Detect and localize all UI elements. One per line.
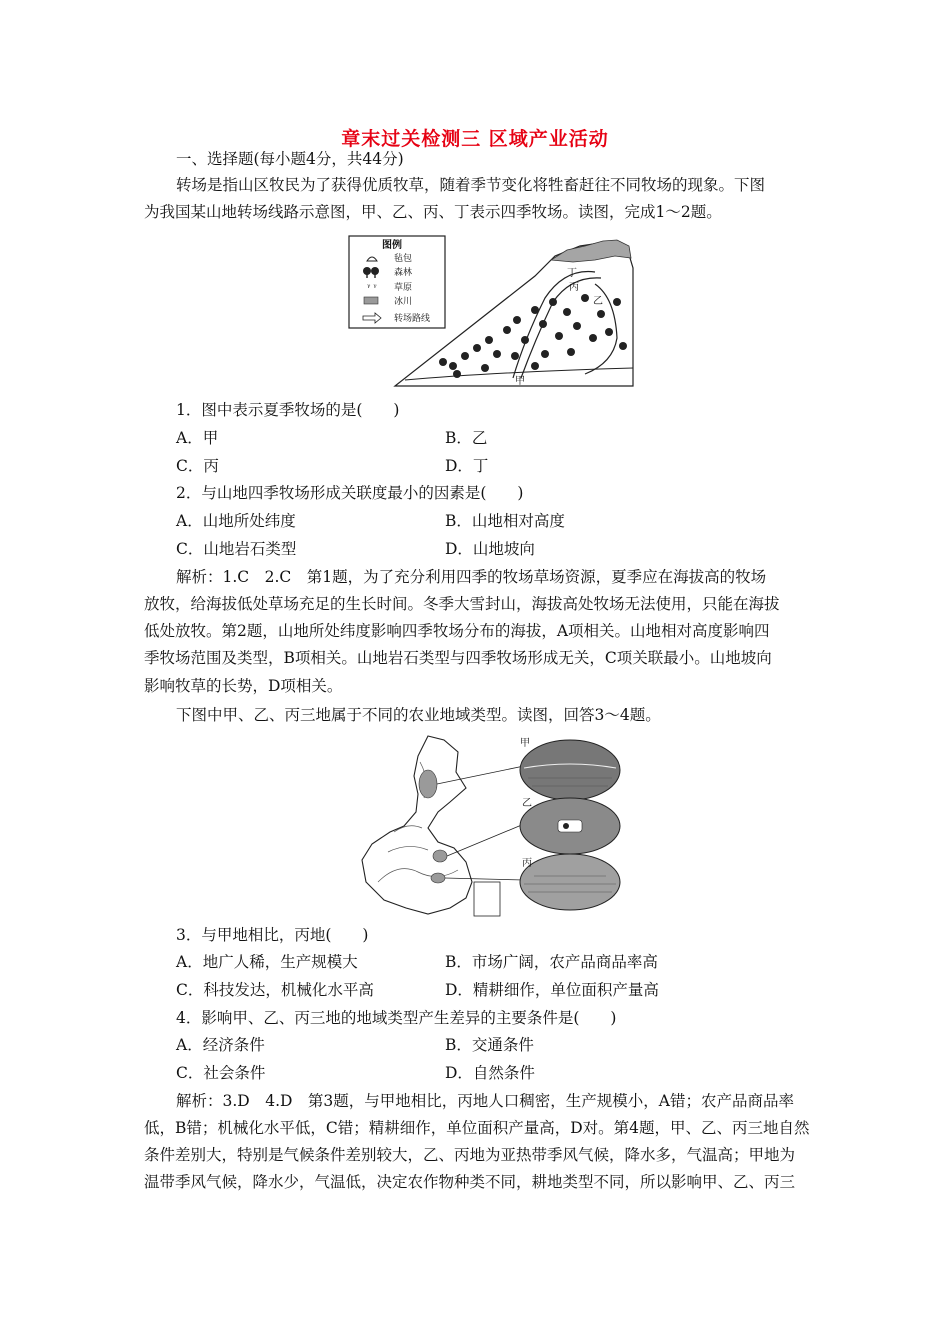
q4-option-d: D．自然条件 [445, 1064, 535, 1082]
analysis1-line-5: 影响牧草的长势，D项相关。 [144, 677, 343, 695]
q4-option-b: B．交通条件 [445, 1036, 534, 1054]
photo-yi [520, 798, 620, 854]
q1-option-c: C．丙 [176, 457, 219, 475]
q3-option-b: B．市场广阔，农产品商品率高 [445, 953, 658, 971]
q2-option-c: C．山地岩石类型 [176, 540, 297, 558]
analysis2-line-2: 低，B错；机械化水平低，C错；精耕细作，单位面积产量高，D对。第4题，甲、乙、丙三地自然 [144, 1119, 810, 1137]
page-title: 章末过关检测三 区域产业活动 [341, 128, 609, 150]
transhumance-route-figure [345, 228, 641, 388]
q1-stem: 1．图中表示夏季牧场的是( ) [176, 401, 400, 419]
south-sea-inset [474, 882, 500, 916]
q1-option-a: A．甲 [176, 429, 219, 447]
q4-option-c: C．社会条件 [176, 1064, 266, 1082]
label-bing: 丙 [569, 282, 579, 293]
legend-glacier-label: 冰川 [394, 297, 413, 307]
legend-grassland-label: 草原 [394, 283, 413, 293]
photo-bing [520, 854, 620, 910]
label-bing: 丙 [522, 858, 532, 869]
region-bing [431, 873, 445, 883]
label-jia: 甲 [520, 738, 530, 749]
label-jia: 甲 [515, 376, 525, 387]
label-yi: 乙 [522, 798, 532, 809]
q1-option-d: D．丁 [445, 457, 489, 475]
q3-option-a: A．地广人稀，生产规模大 [176, 953, 358, 971]
section-heading: 一、选择题(每小题4分，共44分) [176, 150, 404, 168]
q3-stem: 3．与甲地相比，丙地( ) [176, 926, 369, 944]
analysis2-line-4: 温带季风气候，降水少，气温低，决定农作物种类不同，耕地类型不同，所以影响甲、乙、丙三 [144, 1173, 796, 1191]
agriculture-regions-figure [358, 732, 628, 920]
analysis2-line-1: 解析：3.D 4.D 第3题，与甲地相比，丙地人口稠密，生产规模小，A错；农产品商品率 [176, 1092, 794, 1110]
q3-option-d: D．精耕细作，单位面积产量高 [445, 981, 659, 999]
grass-icon: ᵞ ᵞ [367, 283, 377, 293]
q2-stem: 2．与山地四季牧场形成关联度最小的因素是( ) [176, 484, 524, 502]
analysis1-line-4: 季牧场范围及类型，B项相关。山地岩石类型与四季牧场形成无关，C项关联最小。山地坡向 [144, 649, 772, 667]
analysis1-line-1: 解析：1.C 2.C 第1题，为了充分利用四季的牧场草场资源，夏季应在海拔高的牧场 [176, 568, 767, 586]
intro2: 下图中甲、乙、丙三地属于不同的农业地域类型。读图，回答3～4题。 [176, 706, 661, 724]
glacier-icon [364, 297, 378, 304]
q2-option-b: B．山地相对高度 [445, 512, 565, 530]
legend-forest-label: 森林 [394, 268, 413, 278]
china-map [362, 736, 524, 916]
q2-option-a: A．山地所处纬度 [176, 512, 296, 530]
region-yi [433, 850, 447, 862]
intro1-line-2: 为我国某山地转场线路示意图，甲、乙、丙、丁表示四季牧场。读图，完成1～2题。 [144, 203, 722, 221]
q4-option-a: A．经济条件 [176, 1036, 265, 1054]
label-ding: 丁 [567, 268, 577, 279]
label-yi: 乙 [593, 296, 603, 307]
intro1-line-1: 转场是指山区牧民为了获得优质牧草，随着季节变化将牲畜赶往不同牧场的现象。下图 [176, 176, 766, 194]
legend-route-label: 转场路线 [394, 314, 431, 324]
legend-yurt-label: 毡包 [394, 254, 413, 264]
q2-option-d: D．山地坡向 [445, 540, 535, 558]
analysis2-line-3: 条件差别大，特别是气候条件差别较大，乙、丙地为亚热带季风气候，降水多，气温高；甲地为 [144, 1146, 796, 1164]
analysis1-line-3: 低处放牧。第2题，山地所处纬度影响四季牧场分布的海拔，A项相关。山地相对高度影响四 [144, 622, 770, 640]
q4-stem: 4．影响甲、乙、丙三地的地域类型产生差异的主要条件是( ) [176, 1009, 617, 1027]
q1-option-b: B．乙 [445, 429, 488, 447]
q3-option-c: C．科技发达，机械化水平高 [176, 981, 374, 999]
legend-title: 图例 [382, 240, 402, 251]
photo-jia [520, 740, 620, 800]
analysis1-line-2: 放牧，给海拔低处草场充足的生长时间。冬季大雪封山，海拔高处牧场无法使用，只能在海拔 [144, 595, 780, 613]
region-jia [419, 770, 437, 798]
